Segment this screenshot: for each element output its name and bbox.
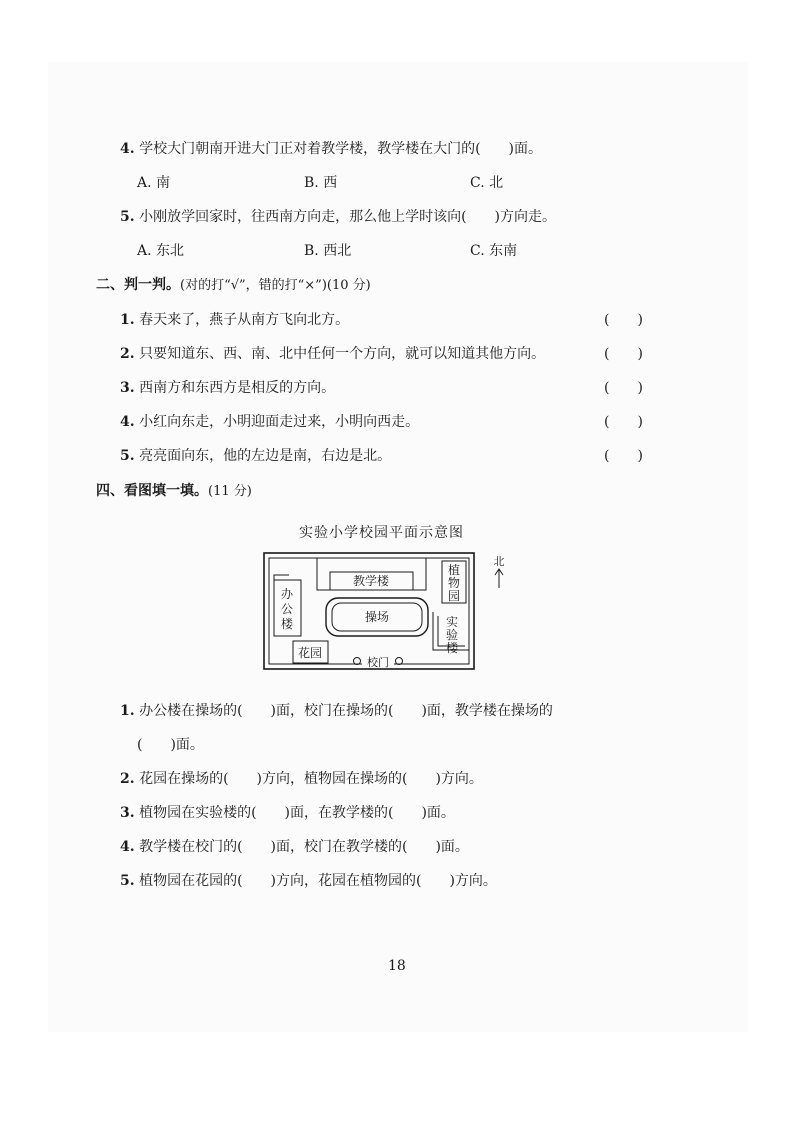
- judge-item-number: 3.: [120, 380, 135, 396]
- judge-item: [120, 310, 349, 330]
- judge-item-number: 1.: [120, 312, 135, 328]
- map-label-north: 北: [493, 555, 505, 568]
- judge-answer-blank[interactable]: ( ): [604, 448, 643, 464]
- map-office-annex: [274, 575, 289, 580]
- choice-q5-option-a[interactable]: A. 东北: [137, 243, 185, 259]
- fill-item-number: 4.: [120, 839, 135, 855]
- map-label-gate: 校门: [367, 656, 389, 669]
- fill-item: [120, 769, 483, 789]
- section4-heading: [96, 481, 252, 502]
- choice-q4-option-b[interactable]: B. 西: [304, 175, 338, 191]
- map-label-lab: 验: [445, 628, 459, 642]
- campus-map: [262, 550, 512, 674]
- choice-q4-text: 学校大门朝南开进大门正对着教学楼，教学楼在大门的( )面。: [139, 141, 543, 157]
- map-label-lab: 实: [445, 615, 459, 629]
- fill-item-text: 植物园在实验楼的( )面，在教学楼的( )面。: [139, 805, 455, 821]
- gate-post-icon: [396, 658, 403, 665]
- page-number: 18: [388, 958, 406, 974]
- judge-item: [120, 344, 545, 364]
- judge-answer-blank[interactable]: ( ): [604, 414, 643, 430]
- fill-item-text: 办公楼在操场的( )面，校门在操场的( )面，教学楼在操场的: [139, 703, 553, 719]
- fill-item-number: 3.: [120, 805, 135, 821]
- choice-q5-text: 小刚放学回家时，往西南方向走，那么他上学时该向( )方向走。: [139, 209, 557, 225]
- choice-q5: [120, 207, 556, 227]
- map-label-garden: 花园: [297, 646, 323, 660]
- choice-q4-option-c[interactable]: C. 北: [470, 175, 504, 191]
- fill-item: [120, 701, 553, 721]
- fill-item-number: 1.: [120, 703, 135, 719]
- judge-item-text: 小红向东走，小明迎面走过来，小明向西走。: [139, 414, 420, 430]
- judge-item-number: 4.: [120, 414, 135, 430]
- map-label-plant: 植: [447, 563, 461, 577]
- choice-q5-option-b[interactable]: B. 西北: [304, 243, 352, 259]
- judge-item-number: 5.: [120, 448, 135, 464]
- judge-item: [120, 378, 335, 398]
- judge-item-text: 西南方和东西方是相反的方向。: [139, 380, 336, 396]
- map-label-office: 办: [280, 587, 294, 601]
- judge-item-text: 亮亮面向东，他的左边是南，右边是北。: [139, 448, 392, 464]
- fill-item-number: 5.: [120, 873, 135, 889]
- fill-item-continuation: ( )面。: [137, 737, 204, 753]
- judge-answer-blank[interactable]: ( ): [604, 312, 643, 328]
- map-label-lab: 楼: [445, 641, 459, 655]
- fill-item-text: 花园在操场的( )方向，植物园在操场的( )方向。: [139, 771, 483, 787]
- judge-item: [120, 446, 391, 466]
- fill-item: [120, 803, 455, 823]
- choice-q5-number: 5.: [120, 209, 135, 225]
- fill-item-number: 2.: [120, 771, 135, 787]
- map-label-office: 楼: [280, 617, 294, 631]
- choice-q4-number: 4.: [120, 141, 135, 157]
- judge-item-number: 2.: [120, 346, 135, 362]
- map-label-plant: 园: [447, 589, 461, 603]
- section4-note: (11 分): [208, 484, 252, 499]
- section4-title: 四、看图填一填。: [96, 483, 208, 499]
- choice-q5-option-c[interactable]: C. 东南: [470, 243, 518, 259]
- fill-item-text: 植物园在花园的( )方向，花园在植物园的( )方向。: [139, 873, 497, 889]
- map-label-teaching: 教学楼: [352, 574, 390, 588]
- section2-heading: [96, 275, 371, 296]
- judge-item-text: 只要知道东、西、南、北中任何一个方向，就可以知道其他方向。: [139, 346, 546, 362]
- map-label-office: 公: [280, 602, 294, 616]
- fill-item-text: 教学楼在校门的( )面，校门在教学楼的( )面。: [139, 839, 469, 855]
- judge-answer-blank[interactable]: ( ): [604, 346, 643, 362]
- section2-title: 二、判一判。: [96, 277, 180, 293]
- section2-note: (对的打“√”，错的打“×”)(10 分): [180, 278, 371, 293]
- map-title: 实验小学校园平面示意图: [299, 525, 464, 541]
- fill-item: [120, 871, 497, 891]
- judge-answer-blank[interactable]: ( ): [604, 380, 643, 396]
- judge-item-text: 春天来了，燕子从南方飞向北方。: [139, 312, 350, 328]
- choice-q4-option-a[interactable]: A. 南: [137, 175, 171, 191]
- fill-item: [120, 837, 469, 857]
- choice-q4: [120, 139, 542, 159]
- gate-post-icon: [354, 658, 361, 665]
- map-label-playground: 操场: [364, 610, 390, 624]
- judge-item: [120, 412, 419, 432]
- map-label-plant: 物: [447, 576, 461, 590]
